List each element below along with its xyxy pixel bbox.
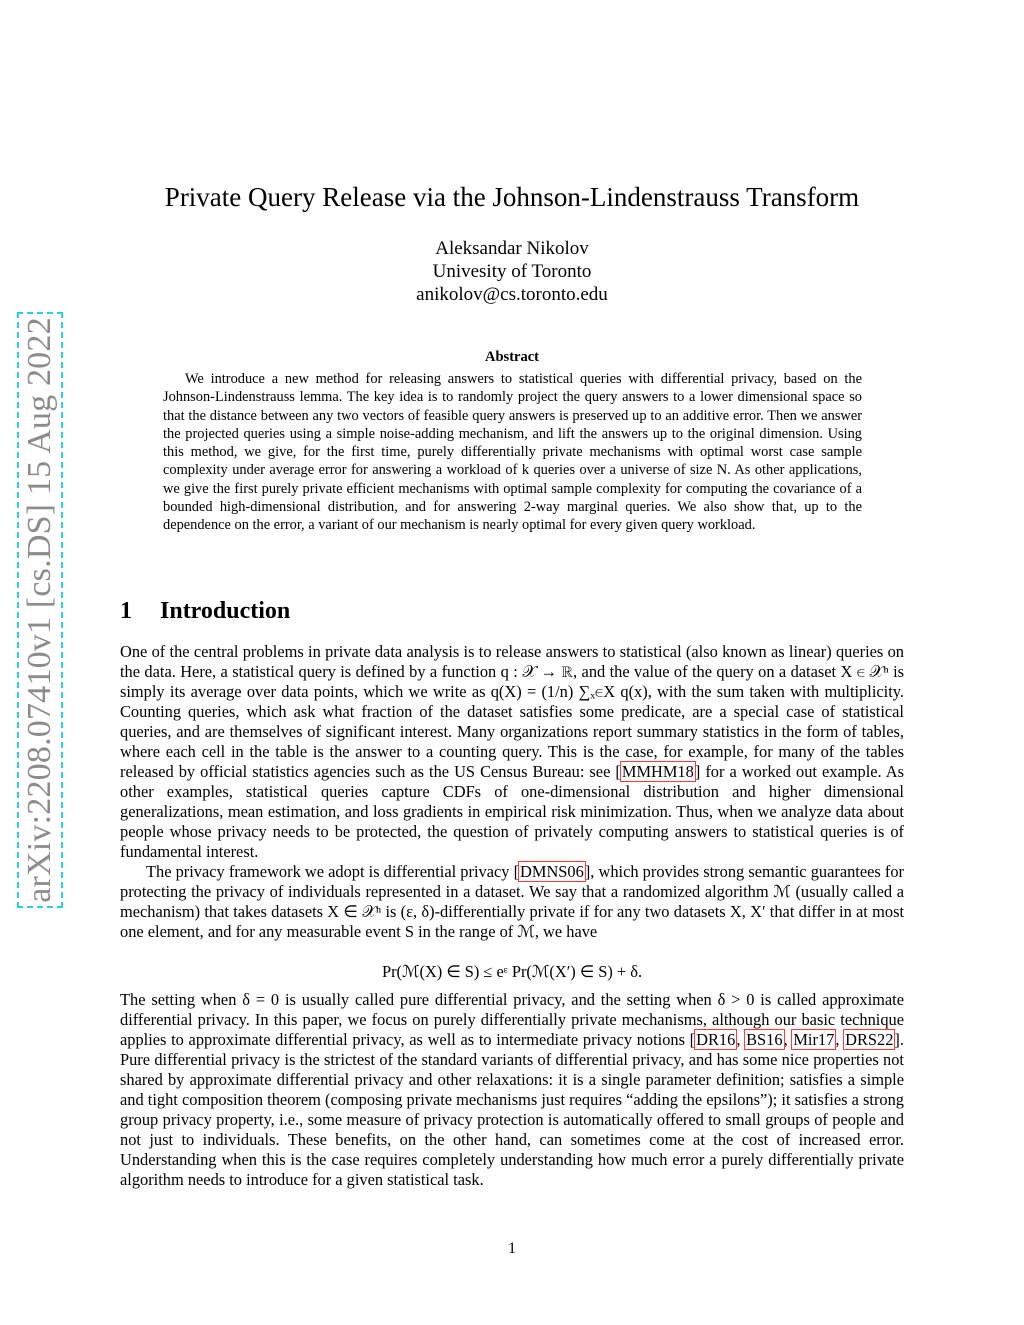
section-title: Introduction	[160, 598, 291, 624]
citation-link[interactable]: BS16	[746, 1030, 783, 1049]
paragraph-1-text-b: for a worked out example. As other examples, statistical queries capture CDFs of one-dimensional distribution and higher dimensional generalizations, mean estimation, and loss gradients in empirical risk minimization. Thus, when we analyze data about people whose privacy needs to be protected, the question of privately computing answers to statistical queries is of fundamental interest.	[120, 762, 904, 861]
paragraph-2-text-a: The privacy framework we adopt is differential privacy	[146, 862, 514, 881]
abstract-heading: Abstract	[485, 349, 539, 365]
citation-link[interactable]: DRS22	[845, 1030, 894, 1049]
arxiv-stamp-text: arXiv:2208.07410v1 [cs.DS] 15 Aug 2022	[21, 317, 58, 903]
paragraph-1: One of the central problems in private data analysis is to release answers to statistical (also known as linear) queries on the data. Here, a statistical query is defined by a function q : 𝒳 → ℝ, and the value of the query on a dataset X ∈ 𝒳ⁿ is simply its average over data points, which we write as q(X) = (1/n) ∑ₓ∈X q(x), with the sum taken with multiplicity. Counting queries, which ask what fraction of the dataset satisfies some predicate, are a special case of statistical queries, and are themselves of significant interest. Many organizations report summary statistics in the form of tables, where each cell in the table is the answer to a counting query. This is the case, for example, for many of the tables released by official statistics agencies such as the US Census Bureau: see [MMHM18] for a worked out example. As other examples, statistical queries capture CDFs of one-dimensional distribution and higher dimensional generalizations, mean estimation, and loss gradients in empirical risk minimization. Thus, when we analyze data about people whose privacy needs to be protected, the question of privately computing answers to statistical queries is of fundamental interest.	[120, 642, 904, 861]
section-heading	[120, 598, 290, 625]
paragraph-3: The setting when δ = 0 is usually called pure differential privacy, and the setting when δ > 0 is called approximate differential privacy. In this paper, we focus on purely differentially private mechanisms, although our basic technique applies to approximate differential privacy, as well as to intermediate privacy notions [DR16, BS16, Mir17, DRS22]. Pure differential privacy is the strictest of the standard variants of differential privacy, and has some nice properties not shared by approximate differential privacy and other relaxations: it is a single parameter definition; satisfies a simple and tight composition theorem (composing private mechanisms just requires “adding the epsilons”); it satisfies a strong group privacy property, i.e., some measure of privacy protection is automatically offered to small groups of people and not just to individuals. These benefits, on the other hand, can sometimes come at the cost of increased error. Understanding when this is the case requires completely understanding how much error a purely differentially private algorithm needs to introduce for a given statistical task.	[120, 990, 904, 1189]
citation-link[interactable]: DMNS06	[520, 862, 584, 881]
author-block	[120, 237, 904, 306]
citation-link[interactable]: Mir17	[793, 1030, 835, 1049]
author-email: anikolov@cs.toronto.edu	[416, 284, 608, 305]
author-affiliation: Univesity of Toronto	[432, 261, 592, 282]
arxiv-stamp[interactable]	[17, 312, 63, 908]
paragraph-2-text-b: , which provides strong semantic guarantees for protecting the privacy of individuals represented in a dataset. We say that a randomized algorithm ℳ (usually called a mechanism) that takes datasets X ∈ 𝒳ⁿ is (ε, δ)-differentially private if for any two datasets X, X′ that differ in at most one element, and for any measurable event S in the range of ℳ, we have	[120, 862, 904, 941]
paragraph-3-text-a: The setting when δ = 0 is usually called pure differential privacy, and the setting when δ > 0 is called approximate differential privacy. In this paper, we focus on purely differentially private mechanisms, although our basic technique applies to approximate differential privacy, as well as to intermediate privacy notions	[120, 990, 904, 1049]
citation-link[interactable]: MMHM18	[621, 762, 694, 781]
page-number: 1	[508, 1240, 516, 1257]
citation-link[interactable]: DR16	[696, 1030, 736, 1049]
display-equation: Pr(ℳ(X) ∈ S) ≤ eᵋ Pr(ℳ(X′) ∈ S) + δ.	[381, 962, 643, 981]
section-number: 1	[120, 598, 132, 624]
paper-title: Private Query Release via the Johnson-Lindenstrauss Transform	[164, 182, 860, 212]
abstract-text: We introduce a new method for releasing answers to statistical queries with differential privacy, based on the Johnson-Lindenstrauss lemma. The key idea is to randomly project the query answers to a lower dimensional space so that the distance between any two vectors of feasible query answers is preserved up to an additive error. Then we answer the projected queries using a simple noise-adding mechanism, and lift the answers up to the original dimension. Using this method, we give, for the first time, purely differentially private mechanisms with optimal worst case sample complexity under average error for answering a workload of k queries over a universe of size N. As other applications, we give the first purely private efficient mechanisms with optimal sample complexity for computing the covariance of a bounded high-dimensional distribution, and for answering 2-way marginal queries. We also show that, up to the dependence on the error, a variant of our mechanism is nearly optimal for every given query workload.	[163, 371, 862, 534]
paragraph-1-text-a: One of the central problems in private data analysis is to release answers to statistical (also known as linear) queries on the data. Here, a statistical query is defined by a function q : 𝒳 → ℝ, and the value of the query on a dataset X ∈ 𝒳ⁿ is simply its average over data points, which we write as q(X) = (1/n) ∑ₓ∈X q(x), with the sum taken with multiplicity. Counting queries, which ask what fraction of the dataset satisfies some predicate, are a special case of statistical queries, and are themselves of significant interest. Many organizations report summary statistics in the form of tables, where each cell in the table is the answer to a counting query. This is the case, for example, for many of the tables released by official statistics agencies such as the US Census Bureau: see	[120, 642, 904, 781]
paragraph-2: The privacy framework we adopt is differential privacy [DMNS06], which provides strong semantic guarantees for protecting the privacy of individuals represented in a dataset. We say that a randomized algorithm ℳ (usually called a mechanism) that takes datasets X ∈ 𝒳ⁿ is (ε, δ)-differentially private if for any two datasets X, X′ that differ in at most one element, and for any measurable event S in the range of ℳ, we have	[120, 862, 904, 941]
paragraph-3-text-b: . Pure differential privacy is the strictest of the standard variants of differential privacy, and has some nice properties not shared by approximate differential privacy and other relaxations: it is a single parameter definition; satisfies a simple and tight composition theorem (composing private mechanisms just requires “adding the epsilons”); it satisfies a strong group privacy property, i.e., some measure of privacy protection is automatically offered to small groups of people and not just to individuals. These benefits, on the other hand, can sometimes come at the cost of increased error. Understanding when this is the case requires completely understanding how much error a purely differentially private algorithm needs to introduce for a given statistical task.	[120, 1030, 904, 1189]
author-name: Aleksandar Nikolov	[435, 238, 589, 259]
